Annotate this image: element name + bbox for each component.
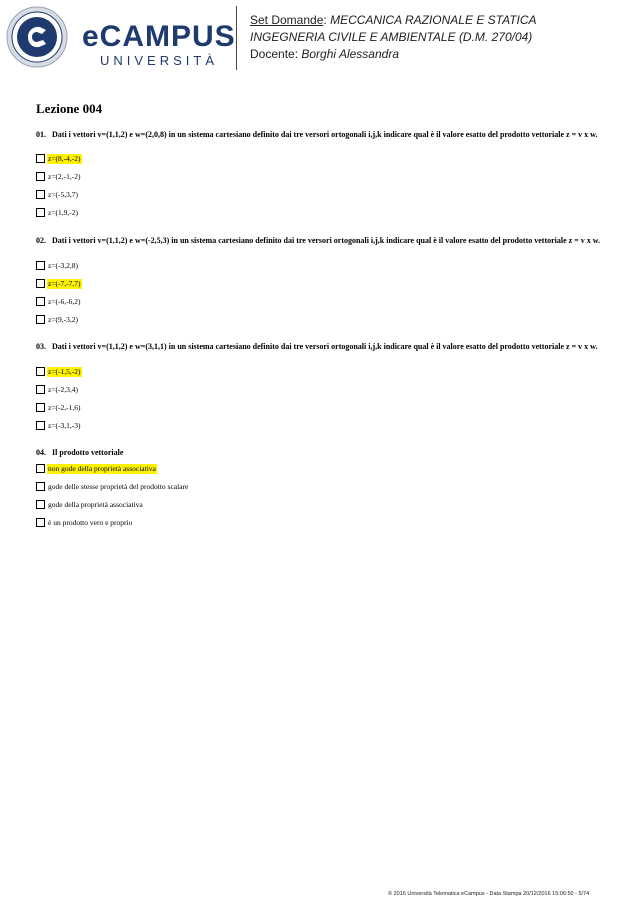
answer-option[interactable] — [36, 517, 133, 528]
option-text: z=(8,-4,-2) — [48, 153, 81, 163]
ecampus-seal-logo — [6, 6, 68, 68]
answer-option[interactable] — [36, 207, 79, 218]
set-label: Set Domande — [250, 13, 324, 27]
lesson-title: Lezione 004 — [36, 101, 103, 116]
answer-option[interactable] — [36, 171, 82, 182]
page-header — [0, 0, 639, 80]
question-text: Il prodotto vettoriale — [52, 448, 124, 457]
option-text: gode delle stesse proprietà del prodotto scalare — [48, 481, 189, 491]
option-text: non gode della proprietà associativa — [48, 463, 156, 473]
teacher-name: Borghi Alessandra — [301, 47, 399, 61]
question-number: 01. — [36, 130, 46, 139]
ecampus-wordmark: eCAMPUS — [82, 20, 236, 53]
option-text: gode della proprietà associativa — [48, 499, 143, 509]
checkbox[interactable] — [36, 464, 45, 473]
question-04 — [36, 448, 604, 457]
checkbox[interactable] — [36, 518, 45, 527]
answer-option[interactable] — [36, 189, 79, 200]
question-number: 03. — [36, 342, 46, 351]
header-divider — [236, 6, 237, 70]
checkbox[interactable] — [36, 482, 45, 491]
option-text: z=(-3,1,-3) — [48, 420, 81, 430]
option-text: z=(-2,-1,6) — [48, 402, 81, 412]
option-text: è un prodotto vero e proprio — [48, 517, 133, 527]
checkbox[interactable] — [36, 403, 45, 412]
checkbox[interactable] — [36, 500, 45, 509]
checkbox[interactable] — [36, 154, 45, 163]
answer-option[interactable] — [36, 366, 82, 377]
question-text: Dati i vettori v=(1,1,2) e w=(3,1,1) in un sistema cartesiano definito dai tre versori ortogonali i,j,k indicare qual è il valore esatto del prodotto vettoriale z = v x w. — [52, 342, 598, 351]
question-text: Dati i vettori v=(1,1,2) e w=(2,0,8) in un sistema cartesiano definito dai tre versori ortogonali i,j,k indicare qual è il valore esatto del prodotto vettoriale z = v x w. — [52, 130, 598, 139]
option-text: z=(-3,2,8) — [48, 260, 79, 270]
checkbox[interactable] — [36, 385, 45, 394]
answer-option[interactable] — [36, 384, 79, 395]
course-line-2: INGEGNERIA CIVILE E AMBIENTALE (D.M. 270/04) — [250, 30, 533, 44]
answer-option[interactable] — [36, 499, 144, 510]
answer-option[interactable] — [36, 402, 82, 413]
set-separator: : — [323, 13, 327, 27]
answer-option[interactable] — [36, 463, 157, 474]
page-footer: © 2016 Università Telematica eCampus - Data Stampa 20/12/2016 15:06:50 - 5/74 — [388, 891, 590, 897]
option-text: z=(2,-1,-2) — [48, 171, 81, 181]
answer-option[interactable] — [36, 153, 82, 164]
option-text: z=(-1,5,-2) — [48, 366, 81, 376]
header-info — [250, 12, 537, 63]
checkbox[interactable] — [36, 421, 45, 430]
universita-wordmark: UNIVERSITÀ — [100, 53, 219, 68]
question-text: Dati i vettori v=(1,1,2) e w=(-2,5,3) in un sistema cartesiano definito dai tre versori ortogonali i,j,k indicare qual è il valore esatto del prodotto vettoriale z = v x w. — [52, 236, 601, 245]
checkbox[interactable] — [36, 279, 45, 288]
option-text: z=(9,-3,2) — [48, 314, 79, 324]
course-line-1: MECCANICA RAZIONALE E STATICA — [330, 13, 537, 27]
option-text: z=(-2,3,4) — [48, 384, 79, 394]
checkbox[interactable] — [36, 172, 45, 181]
checkbox[interactable] — [36, 315, 45, 324]
question-02 — [36, 236, 604, 245]
answer-option[interactable] — [36, 260, 79, 271]
question-01 — [36, 130, 604, 139]
option-text: z=(1,9,-2) — [48, 207, 79, 217]
answer-option[interactable] — [36, 481, 189, 492]
option-text: z=(-7,-7,7) — [48, 278, 81, 288]
checkbox[interactable] — [36, 208, 45, 217]
option-text: z=(-6,-6,2) — [48, 296, 81, 306]
teacher-label: Docente: — [250, 47, 299, 61]
question-number: 04. — [36, 448, 46, 457]
question-number: 02. — [36, 236, 46, 245]
option-text: z=(-5,3,7) — [48, 189, 79, 199]
checkbox[interactable] — [36, 297, 45, 306]
checkbox[interactable] — [36, 190, 45, 199]
answer-option[interactable] — [36, 314, 79, 325]
answer-option[interactable] — [36, 278, 82, 289]
question-03 — [36, 342, 604, 351]
checkbox[interactable] — [36, 261, 45, 270]
checkbox[interactable] — [36, 367, 45, 376]
answer-option[interactable] — [36, 296, 82, 307]
answer-option[interactable] — [36, 420, 82, 431]
